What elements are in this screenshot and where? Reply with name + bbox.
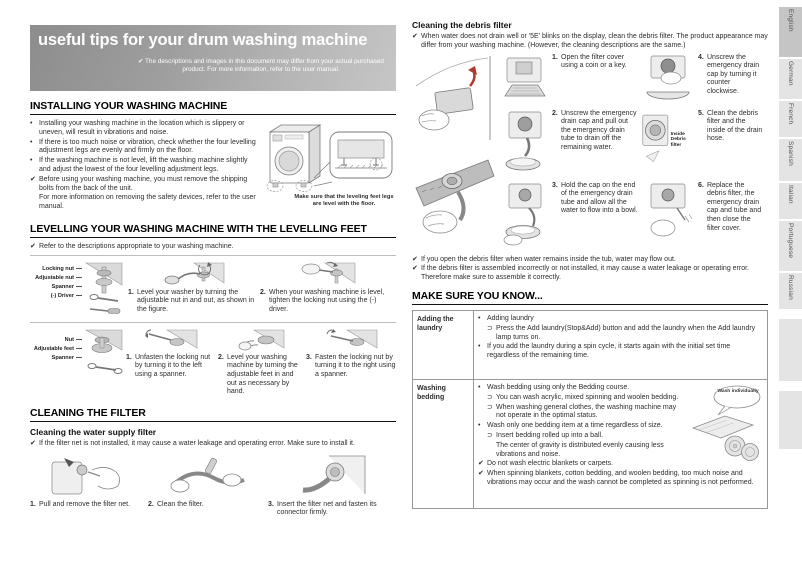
bullet-text: Adding laundry	[487, 314, 534, 322]
levelling-group-1	[30, 259, 396, 319]
locking-nut-parts-icon	[84, 261, 124, 317]
list-item	[478, 460, 683, 469]
bullet-marker: •	[30, 138, 33, 146]
step5-image	[641, 110, 695, 182]
divider	[30, 255, 396, 256]
check-marker: ✔	[412, 33, 418, 40]
debris-note	[412, 33, 768, 51]
step-body: Insert the filter net and fasten its connector firmly.	[277, 500, 377, 517]
step-text	[260, 289, 394, 315]
filter-step	[30, 452, 148, 518]
bubble-label: Wash individually	[717, 388, 759, 394]
row-label: Adding the laundry	[413, 310, 474, 379]
list-item	[487, 442, 683, 460]
list-item	[30, 176, 258, 194]
levelling-group-2	[30, 326, 396, 399]
replace-filter-icon	[641, 182, 695, 242]
row-content	[474, 379, 768, 508]
list-item	[487, 404, 683, 422]
water-into-bowl-icon	[499, 182, 549, 246]
bullet-text: Do not wash electric blankets or carpets.	[487, 460, 614, 468]
step-text	[552, 54, 638, 110]
step-text	[552, 182, 638, 252]
arrow-marker: ⊃	[487, 403, 493, 411]
bullet-text: When spinning blankets, cotton bedding, and woolen bedding, too much noise and vibrations may occur and the wash cannot be completed as spinning is not performed.	[487, 470, 754, 486]
part-label: Spanner	[30, 283, 82, 292]
step-text	[148, 501, 268, 510]
bullet-marker	[30, 194, 39, 212]
bullet-text: When washing general clothes, the washing machine may not operate in the optimal status.	[496, 403, 677, 420]
step3-image	[499, 182, 549, 252]
step-text	[128, 289, 258, 315]
make-sure-table	[412, 310, 768, 509]
step-text	[218, 354, 304, 397]
step-body: Unscrew the emergency drain cap by turning it counter clockwise.	[707, 53, 760, 95]
list-item	[478, 343, 763, 361]
bullet-text: Wash only one bedding item at a time regardless of size.	[487, 422, 663, 430]
debris-filter-label: Debris filter	[670, 137, 686, 149]
step-body: Level your washing machine by turning the adjustable feet in and out as necessary by hand.	[227, 353, 298, 396]
step2-image	[499, 110, 549, 182]
check-marker: ✔	[30, 175, 36, 183]
section-title-levelling: LEVELLING YOUR WASHING MACHINE WITH THE LEVELLING FEET	[30, 223, 396, 238]
step-body: Level your washer by turning the adjustable nut in and out, as shown in the figure.	[137, 288, 255, 313]
installing-illustration-block	[264, 120, 396, 216]
bullet-marker: •	[30, 157, 33, 165]
parts-labels	[30, 328, 82, 380]
part-label: (-) Driver	[30, 292, 82, 301]
step4-image	[641, 54, 695, 110]
step-body: Open the filter cover using a coin or a key.	[561, 53, 627, 70]
inside-label: Inside	[670, 131, 685, 137]
filter-steps-row	[30, 452, 396, 518]
list-item	[30, 194, 258, 212]
open-cover-large-icon	[412, 54, 496, 142]
step-number: 3.	[306, 353, 312, 361]
arrow-marker: ⊃	[487, 393, 493, 401]
tab-language-italian[interactable]	[779, 183, 802, 219]
tab-label: Spanish	[787, 141, 794, 166]
part-label: Adjustable feet	[30, 345, 82, 354]
unscrew-cap-icon	[641, 54, 695, 104]
bullet-text: If you add the laundry during a spin cycle, it starts again with the initial set time regardless of the remaining time.	[487, 343, 731, 360]
step-body: When your washing machine is level, tighten the locking nut using the (-) driver.	[269, 288, 385, 313]
step-text	[698, 110, 764, 182]
bullet-marker: •	[478, 343, 481, 351]
tab-label: Italian	[787, 185, 794, 204]
debris-filter-inside-icon	[641, 110, 670, 172]
inside-label-block	[671, 110, 695, 182]
page-banner	[30, 25, 396, 91]
washer-levelling-illustration	[264, 120, 396, 194]
step-number: 2.	[260, 288, 266, 296]
tighten-nut-step-icon	[297, 261, 357, 287]
step-number: 3.	[552, 181, 558, 189]
banner-note: ✔ The descriptions and images in this document may differ from your actual purchased product. For more information, refer to the user manual.	[138, 58, 384, 73]
debris-steps-grid	[412, 54, 768, 252]
unfasten-nut-step-icon	[143, 328, 199, 352]
bullet-text: The center of gravity is distributed evenly causing less vibrations and noise.	[496, 441, 664, 458]
part-label: Nut	[30, 336, 82, 345]
fasten-nut-step-icon	[323, 328, 379, 352]
bullet-text: You can wash acrylic, mixed spinning and woolen bedding.	[496, 393, 679, 401]
tab-label: English	[787, 9, 794, 32]
bullet-marker: •	[478, 422, 481, 430]
note-text: If the debris filter is assembled incorrectly or not installed, it may cause a water leakage or operating error. Therefore make sure to assemble it correctly.	[421, 265, 749, 282]
bullet-text: Insert bedding rolled up into a ball.	[496, 431, 604, 439]
row-label: Washing bedding	[413, 379, 474, 508]
debris-large-illustrations	[412, 54, 496, 252]
bullet-marker	[487, 442, 496, 460]
parts-diagram-2	[30, 328, 124, 380]
remove-filter-net-icon	[48, 452, 130, 498]
tab-label: Russian	[787, 275, 794, 300]
bullet-text: Press the Add laundry(Stop&Add) button and add the laundry when the Add laundry lamp turns on.	[496, 324, 756, 341]
debris-warning	[412, 265, 768, 283]
note-text: If the filter net is not installed, it may cause a water leakage and operating error. Make sure to install it.	[39, 439, 355, 447]
filter-note	[30, 440, 396, 449]
step-text	[698, 182, 764, 252]
tab-language-spanish[interactable]	[779, 139, 802, 181]
step-text	[306, 354, 396, 380]
section-title-installing: INSTALLING YOUR WASHING MACHINE	[30, 100, 396, 115]
subsection-water-supply-filter: Cleaning the water supply filter	[30, 426, 157, 437]
part-label: Spanner	[30, 354, 82, 363]
note-text: Refer to the descriptions appropriate to your washing machine.	[39, 243, 234, 250]
step1-image	[499, 54, 549, 110]
list-item	[30, 120, 258, 138]
step-number: 2.	[218, 353, 224, 361]
debris-warning	[412, 256, 768, 265]
tab-blank[interactable]	[779, 319, 802, 381]
drain-cap-tube-icon	[499, 110, 549, 176]
bullet-text: Wash bedding using only the Bedding course.	[487, 383, 630, 391]
levelling-step	[260, 261, 394, 315]
adjustable-feet-parts-icon	[84, 328, 124, 380]
tab-label: French	[787, 103, 794, 125]
tab-language-portuguese[interactable]	[779, 221, 802, 271]
section-title-make-sure: MAKE SURE YOU KNOW...	[412, 290, 768, 305]
check-marker: ✔	[412, 265, 418, 273]
step-number: 1.	[30, 500, 36, 508]
step-body: Hold the cap on the end of the emergency drain tube and allow all the water to flow into a bowl.	[561, 181, 638, 215]
installing-bullets	[30, 120, 258, 216]
step-body: Pull and remove the filter net.	[39, 500, 131, 508]
debris-small-images-left	[499, 54, 549, 252]
list-item	[487, 394, 683, 403]
clean-filter-icon	[166, 452, 250, 498]
step-number: 5.	[698, 109, 704, 117]
drain-tube-large-icon	[412, 148, 496, 242]
filter-step	[268, 452, 394, 518]
step-body: Unfasten the locking nut by turning it to the left using a spanner.	[135, 353, 211, 378]
turn-feet-step-icon	[236, 328, 286, 352]
bullet-marker: •	[478, 383, 481, 391]
levelling-step	[126, 328, 216, 380]
step-text	[698, 54, 764, 110]
part-label: Locking nut	[30, 265, 82, 274]
step-number: 1.	[128, 288, 134, 296]
filter-step	[148, 452, 268, 518]
list-item	[487, 325, 763, 343]
arrow-marker: ⊃	[487, 324, 493, 332]
step-body: Clean the filter.	[157, 500, 204, 508]
tab-label: German	[787, 61, 794, 86]
list-item	[478, 315, 763, 324]
debris-steps-right	[698, 54, 764, 252]
list-item	[30, 157, 258, 175]
insert-filter-net-icon	[293, 452, 369, 498]
filter-cover-open-icon	[499, 54, 549, 102]
check-marker: ✔	[412, 255, 418, 263]
list-item	[478, 384, 683, 393]
check-marker: ✔	[30, 243, 36, 250]
bullet-text: Before using your washing machine, you must remove the shipping bolts from the back of the unit.	[39, 175, 248, 192]
bullet-text: If there is too much noise or vibration, check whether the four levelling adjustment legs are evenly and firmly on the floor.	[39, 138, 256, 155]
section-title-cleaning-filter: CLEANING THE FILTER	[30, 407, 396, 422]
bullet-marker: •	[478, 314, 481, 322]
debris-small-images-right	[641, 54, 695, 252]
adjust-nut-step-icon	[160, 261, 226, 287]
step-number: 4.	[698, 53, 704, 61]
levelling-step	[218, 328, 304, 397]
step-text	[30, 501, 148, 510]
bullet-text: Installing your washing machine in the location which is slippery or uneven, will result in vibrations and noise.	[39, 120, 245, 136]
row-content	[474, 310, 768, 379]
step-body: Fasten the locking nut by turning it to the right using a spanner.	[315, 353, 396, 378]
note-text: When water does not drain well or '5E' blinks on the display, clean the debris filter. The product appearance may differ from your washing machine. (However, the cleaning descriptions are the same.)	[421, 33, 768, 49]
right-column	[412, 20, 768, 509]
tab-language-russian[interactable]	[779, 273, 802, 309]
subsection-debris-filter: Cleaning the debris filter	[412, 20, 512, 30]
parts-labels	[30, 261, 82, 317]
tab-blank[interactable]	[779, 391, 802, 449]
left-column	[30, 25, 396, 518]
step-body: Clean the debris filter and the inside of the drain hose.	[707, 109, 763, 143]
installing-body	[30, 120, 396, 216]
step-number: 6.	[698, 181, 704, 189]
bullet-text: For more information on removing the safety devices, refer to the user manual.	[39, 194, 256, 211]
arrow-marker: ⊃	[487, 431, 493, 439]
levelling-step	[306, 328, 396, 380]
parts-diagram-1	[30, 261, 126, 317]
list-item	[478, 422, 683, 431]
check-marker: ✔	[478, 460, 484, 468]
tab-language-french[interactable]	[779, 101, 802, 137]
bullet-text: If the washing machine is not level, lift the washing machine slightly and adjust the lowest of the four levelling adjustment legs.	[39, 157, 248, 173]
installing-caption: Make sure that the leveling feet legs are level with the floor.	[294, 194, 394, 207]
step-body: Replace the debris filter, the emergency drain cap and tube and then close the filter cover.	[707, 181, 762, 232]
check-marker: ✔	[478, 470, 484, 478]
tab-label: Portuguese	[787, 223, 794, 259]
step6-image	[641, 182, 695, 252]
note-text: If you open the debris filter when water remains inside the tub, water may flow out.	[421, 255, 676, 263]
tab-language-english[interactable]	[779, 7, 802, 57]
levelling-step	[128, 261, 258, 315]
part-label: Adjustable nut	[30, 274, 82, 283]
tab-language-german[interactable]	[779, 59, 802, 99]
step-number: 2.	[552, 109, 558, 117]
check-marker: ✔	[30, 439, 36, 447]
divider	[30, 322, 396, 323]
step-body: Unscrew the emergency drain cap and pull out the emergency drain tube to drain off the remaining water.	[561, 109, 637, 151]
bedding-illustration	[687, 384, 763, 470]
step-number: 1.	[552, 53, 558, 61]
page-title: useful tips for your drum washing machine	[38, 31, 368, 49]
levelling-note	[30, 243, 396, 252]
list-item	[487, 432, 683, 441]
list-item	[30, 139, 258, 157]
step-text	[126, 354, 216, 380]
step-text	[552, 110, 638, 182]
list-item	[478, 470, 763, 488]
table-row	[413, 379, 768, 508]
wash-individually-icon	[687, 384, 763, 470]
step-number: 1.	[126, 353, 132, 361]
bullet-marker: •	[30, 120, 33, 127]
debris-steps-left	[552, 54, 638, 252]
step-number: 3.	[268, 500, 274, 508]
table-row	[413, 310, 768, 379]
language-tab-strip	[779, 0, 802, 451]
step-number: 2.	[148, 500, 154, 508]
step-text	[268, 501, 394, 518]
